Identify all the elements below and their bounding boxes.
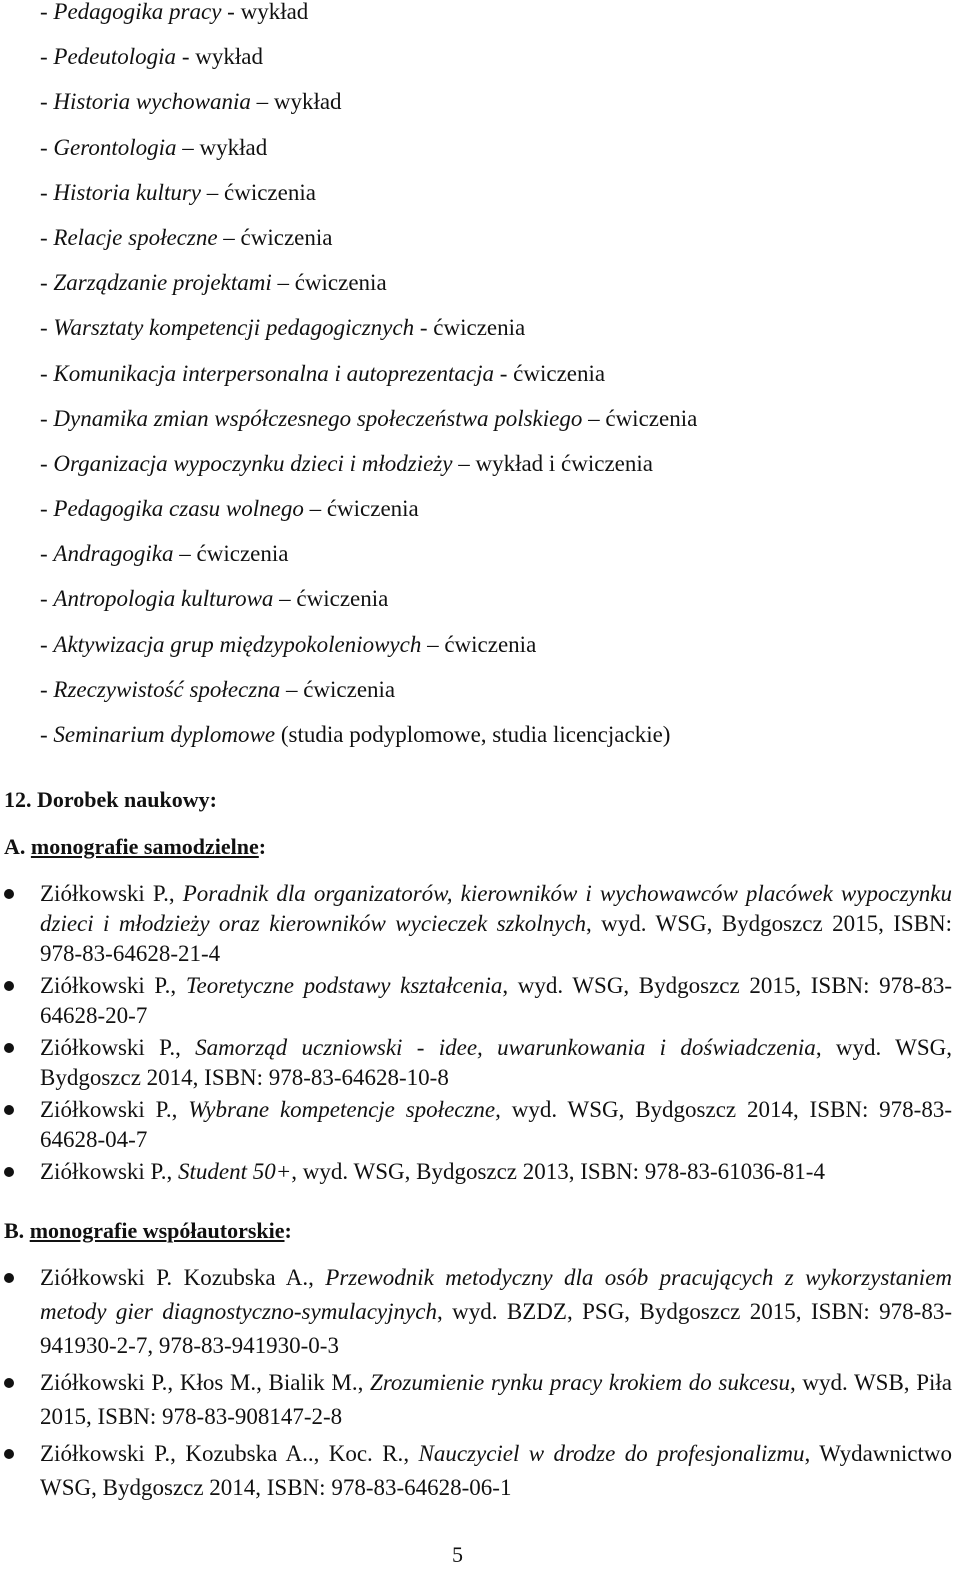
course-item: - Seminarium dyplomowe (studia podyplomowe, studia licencjackie) (40, 722, 671, 747)
section-b-letter: B. (4, 1218, 25, 1243)
section-b-title: monografie współautorskie (29, 1218, 285, 1243)
publication-authors: Ziółkowski P., Kozubska A.., Koc. R. (40, 1441, 404, 1466)
course-item: - Warsztaty kompetencji pedagogicznych - ćwiczenia (40, 315, 526, 341)
section-a-heading (4, 834, 266, 860)
course-separator: - (176, 44, 196, 70)
section-b-heading (4, 1218, 292, 1244)
publication-authors: Ziółkowski P. (40, 1097, 172, 1122)
course-separator: – (201, 179, 225, 205)
section-a-colon: : (258, 834, 267, 859)
publication-authors: Ziółkowski P. (40, 1159, 167, 1184)
publication-authors: Ziółkowski P. (40, 881, 169, 906)
course-name: Historia kultury (53, 179, 202, 205)
course-separator: – (217, 224, 241, 250)
course-name: Historia wychowania (53, 89, 251, 115)
publication-authors: Ziółkowski P., Kłos M., Bialik M. (40, 1370, 358, 1395)
course-type: wykład (199, 134, 268, 160)
course-item: - Aktywizacja grup międzypokoleniowych – ćwiczenia (40, 631, 537, 657)
course-name: Dynamika zmian współczesnego społeczeństwa polskiego (53, 405, 583, 431)
course-separator: - (494, 360, 514, 386)
course-item: - Pedagogika pracy - wykład (40, 0, 309, 24)
publication-item: Ziółkowski P., Samorząd uczniowski - idee, uwarunkowania i doświadczenia, wyd. WSG, Bydgoszcz 2014, ISBN: 978-83-64628-10-8 (0, 1033, 952, 1093)
course-item: - Antropologia kulturowa – ćwiczenia (40, 586, 389, 612)
publication-title: Wybrane kompetencje społeczne, (188, 1097, 501, 1122)
section-a-title: monografie samodzielne (30, 834, 259, 859)
publication-list-a (0, 879, 960, 1189)
publication-title: Nauczyciel w drodze do profesjonalizmu (418, 1441, 805, 1466)
course-item: - Rzeczywistość społeczna – ćwiczenia (40, 676, 396, 702)
course-name: Organizacja wypoczynku dzieci i młodzieży (53, 450, 453, 476)
course-list (40, 0, 697, 768)
course-type: ćwiczenia (224, 179, 316, 205)
publication-details: , wyd. BZDZ, PSG, Bydgoszcz 2015, ISBN: 978-83-941930-2-7, 978-83-941930-0-3 (40, 1299, 952, 1358)
course-item: - Historia wychowania – wykład (40, 89, 342, 115)
course-item: - Zarządzanie projektami – ćwiczenia (40, 270, 387, 296)
publication-details: , Wydawnictwo WSG, Bydgoszcz 2014, ISBN: 978-83-64628-06-1 (40, 1441, 953, 1500)
publication-title: Zrozumienie rynku pracy krokiem do sukcesu (370, 1370, 790, 1395)
course-name: Komunikacja interpersonalna i autoprezentacja (53, 360, 494, 386)
course-name: Aktywizacja grup międzypokoleniowych (53, 631, 422, 657)
publication-item: Ziółkowski P., Kłos M., Bialik M., Zrozumienie rynku pracy krokiem do sukcesu, wyd. WSB, Piła 2015, ISBN: 978-83-908147-2-8 (0, 1366, 952, 1434)
section-a-letter: A. (4, 834, 26, 859)
course-type: ćwiczenia (196, 541, 289, 567)
publication-details: , wyd. WSB, Piła 2015, ISBN: 978-83-908147-2-8 (40, 1370, 952, 1429)
publication-item: Ziółkowski P., Teoretyczne podstawy kształcenia, wyd. WSG, Bydgoszcz 2015, ISBN: 978-83-64628-20-7 (0, 971, 952, 1031)
publication-details: , wyd. WSG, Bydgoszcz 2015, ISBN: 978-83-64628-20-7 (40, 973, 952, 1028)
course-type: ćwiczenia (605, 405, 698, 431)
course-separator: – (582, 405, 606, 431)
publication-authors: Ziółkowski P. Kozubska A. (40, 1265, 309, 1290)
course-type: ćwiczenia (433, 315, 526, 341)
course-type: wykład (273, 89, 342, 115)
course-name: Seminarium dyplomowe (53, 722, 276, 747)
publication-item: Ziółkowski P., Kozubska A.., Koc. R., Nauczyciel w drodze do profesjonalizmu, Wydawnictwo WSG, Bydgoszcz 2014, ISBN: 978-83-64628-06-1 (0, 1437, 952, 1505)
course-name: Pedagogika pracy (53, 0, 222, 24)
course-type: ćwiczenia (303, 676, 396, 702)
course-type: ćwiczenia (294, 270, 387, 296)
section-b-colon: : (284, 1218, 292, 1243)
course-separator: – (303, 496, 327, 522)
publication-details: wyd. WSG, Bydgoszcz 2014, ISBN: 978-83- 64628-04-7 (40, 1097, 952, 1152)
course-separator: – (176, 134, 200, 160)
publication-list-b (0, 1261, 960, 1508)
course-name: Pedagogika czasu wolnego (53, 496, 304, 522)
publication-item: Ziółkowski P., Poradnik dla organizatorów, kierowników i wychowawców placówek wypoczynku dzieci i młodzieży oraz kierowników wycieczek szkolnych, wyd. WSG, Bydgoszcz 2015, ISBN: 978-83-64628-21-4 (0, 879, 952, 969)
course-name: Gerontologia (53, 134, 177, 160)
publication-item: Ziółkowski P., Wybrane kompetencje społeczne, wyd. WSG, Bydgoszcz 2014, ISBN: 978-83- 64628-04-7 (0, 1095, 952, 1155)
publication-details: , wyd. WSG, Bydgoszcz 2014, ISBN: 978-83-64628-10-8 (40, 1035, 953, 1090)
course-name: Warsztaty kompetencji pedagogicznych (53, 315, 415, 341)
course-type: wykład (195, 44, 263, 70)
publication-item: Ziółkowski P. Kozubska A., Przewodnik metodyczny dla osób pracujących z wykorzystaniem metody gier diagnostyczno-symulacyjnych, wyd. BZDZ, PSG, Bydgoszcz 2015, ISBN: 978-83-941930-2-7, 978-83-941930-0-3 (0, 1261, 952, 1363)
section-12-label: 12. Dorobek naukowy: (4, 787, 217, 812)
course-item: - Andragogika – ćwiczenia (40, 541, 289, 567)
course-separator: – (273, 586, 297, 612)
course-type: ćwiczenia (326, 496, 419, 522)
publication-authors: Ziółkowski P. (40, 973, 171, 998)
course-type: wykład i ćwiczenia (475, 450, 653, 476)
publication-authors: Ziółkowski P. (40, 1035, 176, 1060)
course-separator: – (250, 89, 274, 115)
publication-details: , wyd. WSG, Bydgoszcz 2015, ISBN: 978-83-64628-21-4 (40, 911, 952, 966)
course-separator: – (452, 450, 476, 476)
publication-title: Przewodnik metodyczny dla osób pracujących z wykorzystaniem metody gier diagnostyczno-symulacyjnych (40, 1265, 953, 1324)
page-number: 5 (452, 1542, 463, 1567)
course-type: ćwiczenia (444, 631, 537, 657)
course-item: - Komunikacja interpersonalna i autoprezentacja - ćwiczenia (40, 360, 606, 386)
course-item: - Dynamika zmian współczesnego społeczeństwa polskiego – ćwiczenia (40, 405, 698, 431)
course-item: - Relacje społeczne – ćwiczenia (40, 224, 333, 250)
course-item: - Historia kultury – ćwiczenia (40, 179, 316, 205)
course-separator: - (414, 315, 434, 341)
course-separator: - (221, 0, 241, 24)
course-separator: – (421, 631, 445, 657)
publication-title: Student 50+ (178, 1159, 292, 1184)
publication-details: , wyd. WSG, Bydgoszcz 2013, ISBN: 978-83-61036-81-4 (291, 1159, 825, 1184)
course-item: - Gerontologia – wykład (40, 134, 268, 160)
course-name: Relacje społeczne (53, 224, 218, 250)
course-name: Antropologia kulturowa (53, 586, 274, 612)
course-name: Zarządzanie projektami (53, 270, 272, 296)
course-separator: – (173, 541, 197, 567)
course-name: Pedeutologia (53, 44, 177, 70)
publication-item: Ziółkowski P., Student 50+, wyd. WSG, Bydgoszcz 2013, ISBN: 978-83-61036-81-4 (0, 1157, 952, 1187)
course-separator: – (280, 676, 304, 702)
course-type: ćwiczenia (240, 224, 333, 250)
course-separator: – (271, 270, 295, 296)
course-item: - Organizacja wypoczynku dzieci i młodzieży – wykład i ćwiczenia (40, 450, 653, 476)
publication-title: Samorząd uczniowski - idee, uwarunkowania i doświadczenia (195, 1035, 816, 1060)
course-type: ćwiczenia (513, 360, 606, 386)
course-name: Andragogika (53, 541, 174, 567)
publication-title: Poradnik dla organizatorów, kierowników i wychowawców placówek wypoczynku dzieci i młodzieży oraz kierowników wycieczek szkolnych (40, 881, 952, 936)
course-name: Rzeczywistość społeczna (53, 676, 281, 702)
section-12-heading (4, 787, 217, 813)
publication-title: Teoretyczne podstawy kształcenia (185, 973, 503, 998)
course-type: (studia podyplomowe, studia licencjackie) (280, 722, 671, 747)
course-item: - Pedagogika czasu wolnego – ćwiczenia (40, 496, 419, 522)
course-type: wykład (240, 0, 309, 24)
course-type: ćwiczenia (296, 586, 389, 612)
course-item: - Pedeutologia - wykład (40, 44, 263, 70)
